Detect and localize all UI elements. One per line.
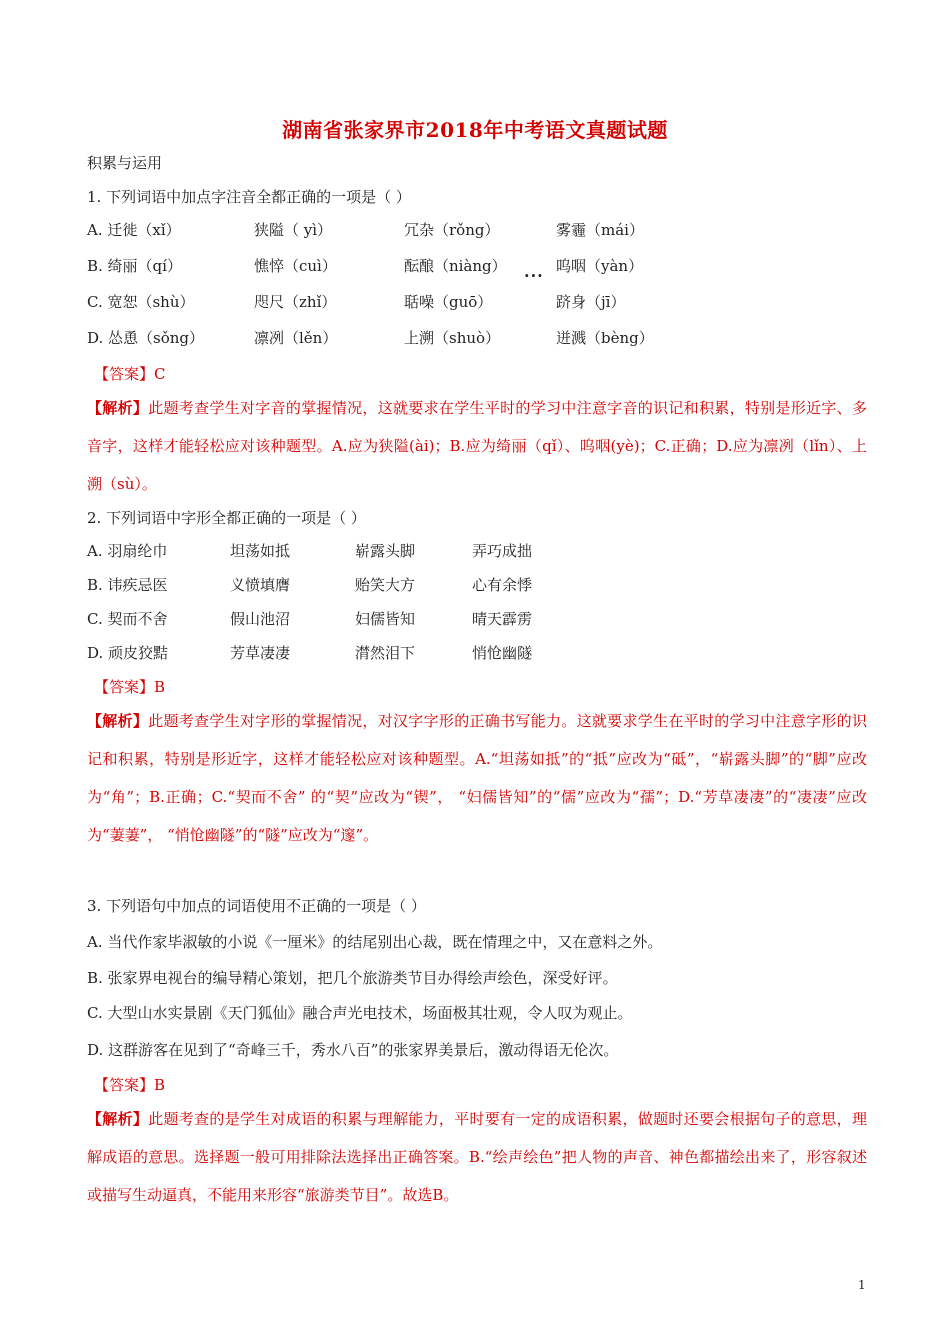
q1-stem: 1. 下列词语中加点字注音全都正确的一项是（ ）	[87, 188, 411, 206]
q1-option-d-2: 凛冽（lěn）	[254, 329, 338, 347]
q2-option-a-4: 弄巧成拙	[472, 542, 533, 560]
q2-option-c-4: 晴天霹雳	[472, 610, 533, 628]
q3-option-a: A. 当代作家毕淑敏的小说《一厘米》的结尾别出心裁，既在情理之中，又在意料之外。	[87, 933, 663, 951]
page-number: 1	[858, 1278, 866, 1292]
q1-option-a-4: 雾霾（mái）	[556, 221, 644, 239]
q2-answer: 【答案】B	[94, 678, 166, 696]
q1-option-c-4: 跻身（jī）	[556, 293, 626, 311]
q3-explanation	[87, 1100, 867, 1214]
q1-explain-text: 此题考查学生对字音的掌握情况，这就要求在学生平时的学习中注意字音的识记和积累，特别是形近字、多音字，这样才能轻松应对该种题型。A.应为狭隘(ài)；B.应为绮丽（qǐ）、呜咽(yè)；C.正确；D.应为凛冽（lǐn）、上溯（sù）。	[87, 399, 867, 493]
q2-option-a-3: 崭露头脚	[355, 542, 416, 560]
q2-option-a-1: A. 羽扇纶巾	[87, 542, 168, 560]
q2-option-b-3: 贻笑大方	[355, 576, 416, 594]
q1-option-b-1: B. 绮丽（qí）	[87, 257, 182, 275]
q1-option-b-2: 憔悴（cuì）	[254, 257, 337, 275]
q3-option-b: B. 张家界电视台的编导精心策划，把几个旅游类节目办得绘声绘色，深受好评。	[87, 969, 618, 987]
q1-option-d-4: 迸溅（bèng）	[556, 329, 654, 347]
q2-option-b-4: 心有余悸	[472, 576, 533, 594]
q2-option-d-2: 芳草凄凄	[230, 644, 291, 662]
q1-option-a-3: 冗杂（rǒng）	[404, 221, 500, 239]
q2-option-b-2: 义愤填膺	[230, 576, 291, 594]
q3-option-c: C. 大型山水实景剧《天门狐仙》融合声光电技术，场面极其壮观，令人叹为观止。	[87, 1004, 633, 1022]
q1-option-d-1: D. 怂恿（sǒng）	[87, 329, 205, 347]
section-heading: 积累与运用	[87, 154, 163, 172]
q3-option-d: D. 这群游客在见到了“奇峰三千，秀水八百”的张家界美景后，激动得语无伦次。	[87, 1041, 619, 1059]
q2-explain-text: 此题考查学生对字形的掌握情况，对汉字字形的正确书写能力。这就要求学生在平时的学习中注意字形的识记和积累，特别是形近字，这样才能轻松应对该种题型。A.“坦荡如抵”的“抵”应改为“砥”，“崭露头脚”的“脚”应改为“角”；B.正确；C.“契而不舍” 的“契”应改为“锲”， “妇儒皆知”的“儒”应改为“孺”；D.“芳草凄凄”的“凄凄”应改为“萋萋”， “悄怆幽隧”的“隧”应改为“邃”。	[87, 712, 867, 844]
q2-option-d-4: 悄怆幽隧	[472, 644, 533, 662]
q1-option-a-2: 狭隘（ yì）	[254, 221, 333, 239]
q3-explain-text: 此题考查的是学生对成语的积累与理解能力，平时要有一定的成语积累，做题时还要会根据句子的意思，理解成语的意思。选择题一般可用排除法选择出正确答案。B.“绘声绘色”把人物的声音、神色都描绘出来了，形容叙述或描写生动逼真，不能用来形容“旅游类节目”。故选B。	[87, 1110, 867, 1204]
q2-option-a-2: 坦荡如抵	[230, 542, 291, 560]
q1-option-d-3: 上溯（shuò）	[404, 329, 501, 347]
q2-stem: 2. 下列词语中字形全都正确的一项是（ ）	[87, 509, 366, 527]
q3-explain-label: 【解析】	[87, 1110, 149, 1128]
q1-option-c-3: 聒噪（guō）	[404, 293, 493, 311]
q2-option-c-3: 妇儒皆知	[355, 610, 416, 628]
q3-answer: 【答案】B	[94, 1076, 166, 1094]
q1-option-b-4: 呜咽（yàn）	[556, 257, 644, 275]
q2-option-b-1: B. 讳疾忌医	[87, 576, 168, 594]
q1-answer: 【答案】C	[94, 365, 166, 383]
q1-explain-label: 【解析】	[87, 399, 149, 417]
q2-explain-label: 【解析】	[87, 712, 149, 730]
q1-option-c-2: 咫尺（zhǐ）	[254, 293, 337, 311]
q1-option-b-3: 酝酿（niàng）	[404, 257, 507, 275]
q1-option-a-1: A. 迁徙（xǐ）	[87, 221, 181, 239]
document-title: 湖南省张家界市2018年中考语文真题试题	[282, 118, 668, 142]
q2-explanation	[87, 702, 867, 854]
q3-stem: 3. 下列语句中加点的词语使用不正确的一项是（ ）	[87, 897, 426, 915]
q2-option-d-1: D. 顽皮狡黠	[87, 644, 169, 662]
emphasis-dots: ···	[524, 266, 544, 285]
q1-explanation	[87, 389, 867, 503]
q2-option-c-2: 假山池沼	[230, 610, 291, 628]
q1-option-c-1: C. 宽恕（shù）	[87, 293, 195, 311]
q2-option-c-1: C. 契而不舍	[87, 610, 168, 628]
q2-option-d-3: 潸然泪下	[355, 644, 416, 662]
